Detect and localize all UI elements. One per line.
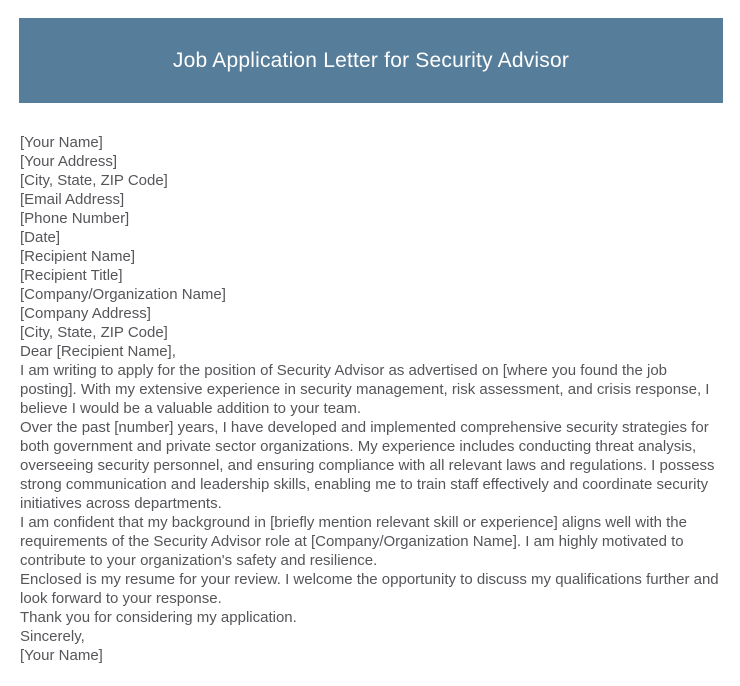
address-line: [Phone Number] [20,210,130,227]
address-line: [Date] [20,229,61,246]
signature: [Your Name] [20,647,103,664]
address-line: [Company/Organization Name] [20,286,226,303]
address-line: [Your Name] [20,134,103,151]
address-line: [Your Address] [20,153,118,170]
letter-paragraph: Thank you for considering my application. [20,609,297,626]
letter-paragraph: I am confident that my background in [briefly mention relevant skill or experience] aligns well with the requirements of the Security Advisor role at [Company/Organization Name]. I am highly motivated to contribute to your organization's safety and resilience. [20,514,687,569]
salutation: Dear [Recipient Name], [20,343,176,360]
address-line: [City, State, ZIP Code] [20,324,168,341]
letter-paragraph: Over the past [number] years, I have developed and implemented comprehensive security strategies for both government and private sector organizations. My experience includes conducting threat analysis, overseeing security personnel, and ensuring compliance with all relevant laws and regulations. I possess strong communication and leadership skills, enabling me to train staff effectively and coordinate security initiatives across departments. [20,419,715,512]
address-block [20,133,721,342]
letter-title-banner [19,18,723,103]
letter-paragraph: Enclosed is my resume for your review. I welcome the opportunity to discuss my qualifications further and look forward to your response. [20,571,719,607]
address-line: [City, State, ZIP Code] [20,172,168,189]
closing: Sincerely, [20,628,85,645]
address-line: [Recipient Title] [20,267,123,284]
address-line: [Recipient Name] [20,248,136,265]
letter-body [20,133,721,665]
address-line: [Company Address] [20,305,151,322]
address-line: [Email Address] [20,191,125,208]
letter-paragraph: I am writing to apply for the position of Security Advisor as advertised on [where you found the job posting]. With my extensive experience in security management, risk assessment, and crisis response, I believe I would be a valuable addition to your team. [20,362,710,417]
paragraph-block [20,361,721,627]
page-title: Job Application Letter for Security Advisor [172,48,570,72]
